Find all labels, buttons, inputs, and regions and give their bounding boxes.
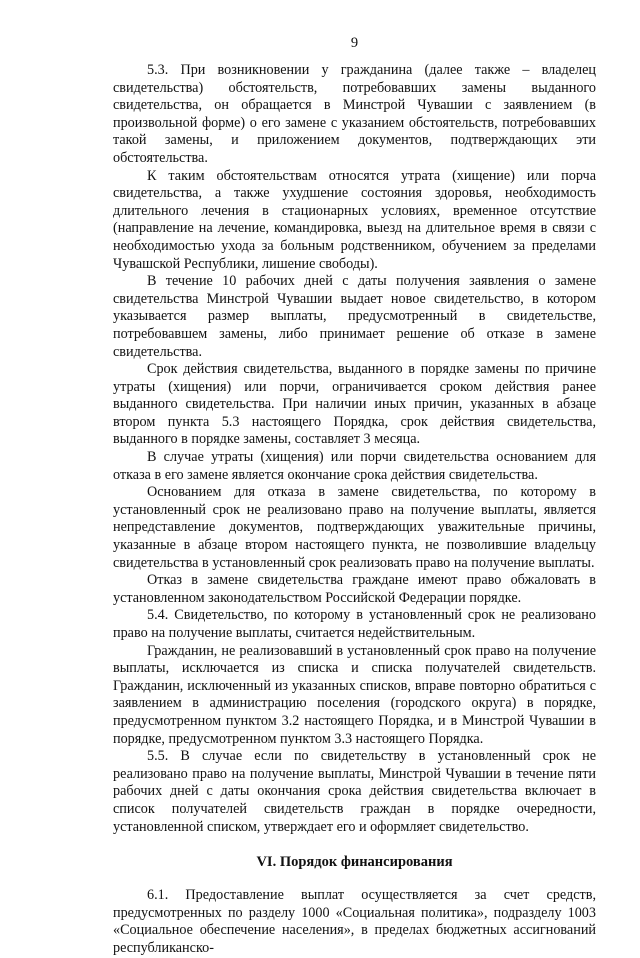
paragraph-validity-period: Срок действия свидетельства, выданного в порядке замены по причине утраты (хищения) или порчи, ограничивается сроком действия ранее выданного свидетельства. При наличии иных причин, указанных в абзаце втором пункта 5.3 настоящего Порядка, срок действия свидетельства, выданного в порядке замены, составляет 3 месяца.: [113, 361, 596, 448]
paragraph-replacement-term: В течение 10 рабочих дней с даты получения заявления о замене свидетельства Минстрой Чувашии выдает новое свидетельство, в котором указывается размер выплаты, предусмотренный в свидетельстве, потребовавшем замены, либо принимает решение об отказе в замене свидетельства.: [113, 273, 596, 360]
paragraph-6-1: 6.1. Предоставление выплат осуществляется за счет средств, предусмотренных по разделу 1000 «Социальная политика», подразделу 1003 «Социальное обеспечение населения», в пределах бюджетных ассигнований республиканско-: [113, 887, 596, 956]
paragraph-5-4: 5.4. Свидетельство, по которому в установленный срок не реализовано право на получение выплаты, считается недействительным.: [113, 607, 596, 641]
section-heading: VI. Порядок финансирования: [256, 854, 453, 871]
paragraph-refusal-loss: В случае утраты (хищения) или порчи свидетельства основанием для отказа в его замене является окончание срока действия свидетельства.: [113, 449, 596, 483]
paragraph-5-3: 5.3. При возникновении у гражданина (далее также – владелец свидетельства) обстоятельств, потребовавших замены выданного свидетельства, он обращается в Минстрой Чувашии с заявлением (в произвольной форме) о его замене с указанием обстоятельств, потребовавших такой замены, и приложением документов, подтверждающих эти обстоятельства.: [113, 62, 596, 166]
paragraph-appeal: Отказ в замене свидетельства граждане имеют право обжаловать в установленном законодательством Российской Федерации порядке.: [113, 572, 596, 606]
paragraph-refusal-grounds: Основанием для отказа в замене свидетельства, по которому в установленный срок не реализовано право на получение выплаты, является непредставление документов, подтверждающих уважительные причины, указанные в абзаце втором настоящего пункта, не позволившие владельцу свидетельства в установленный срок реализовать право на получение выплаты.: [113, 484, 596, 571]
paragraph-5-5: 5.5. В случае если по свидетельству в установленный срок не реализовано право на получение выплаты, Минстрой Чувашии в течение пяти рабочих дней с даты окончания срока действия свидетельства включает в список получателей свидетельств граждан в порядке очередности, установленной списком, утверждает его и оформляет свидетельство.: [113, 748, 596, 835]
page-number: 9: [350, 35, 359, 51]
paragraph-circumstances: К таким обстоятельствам относятся утрата (хищение) или порча свидетельства, а также ухудшение состояния здоровья, необходимость длительного лечения в стационарных условиях, временное отсутствие (направление на лечение, командировка, выезд на длительное время в связи с необходимостью ухода за больным родственником, обучением за пределами Чувашской Республики, лишение свободы).: [113, 167, 596, 272]
paragraph-exclusion: Гражданин, не реализовавший в установленный срок право на получение выплаты, исключается из списка и списка получателей свидетельств. Гражданин, исключенный из указанных списков, вправе повторно обратиться с заявлением в администрацию поселения (городского округа) в порядке, предусмотренном пунктом 3.2 настоящего Порядка, и в Минстрой Чувашии в порядке, предусмотренном пунктом 3.3 настоящего Порядка.: [113, 642, 596, 747]
